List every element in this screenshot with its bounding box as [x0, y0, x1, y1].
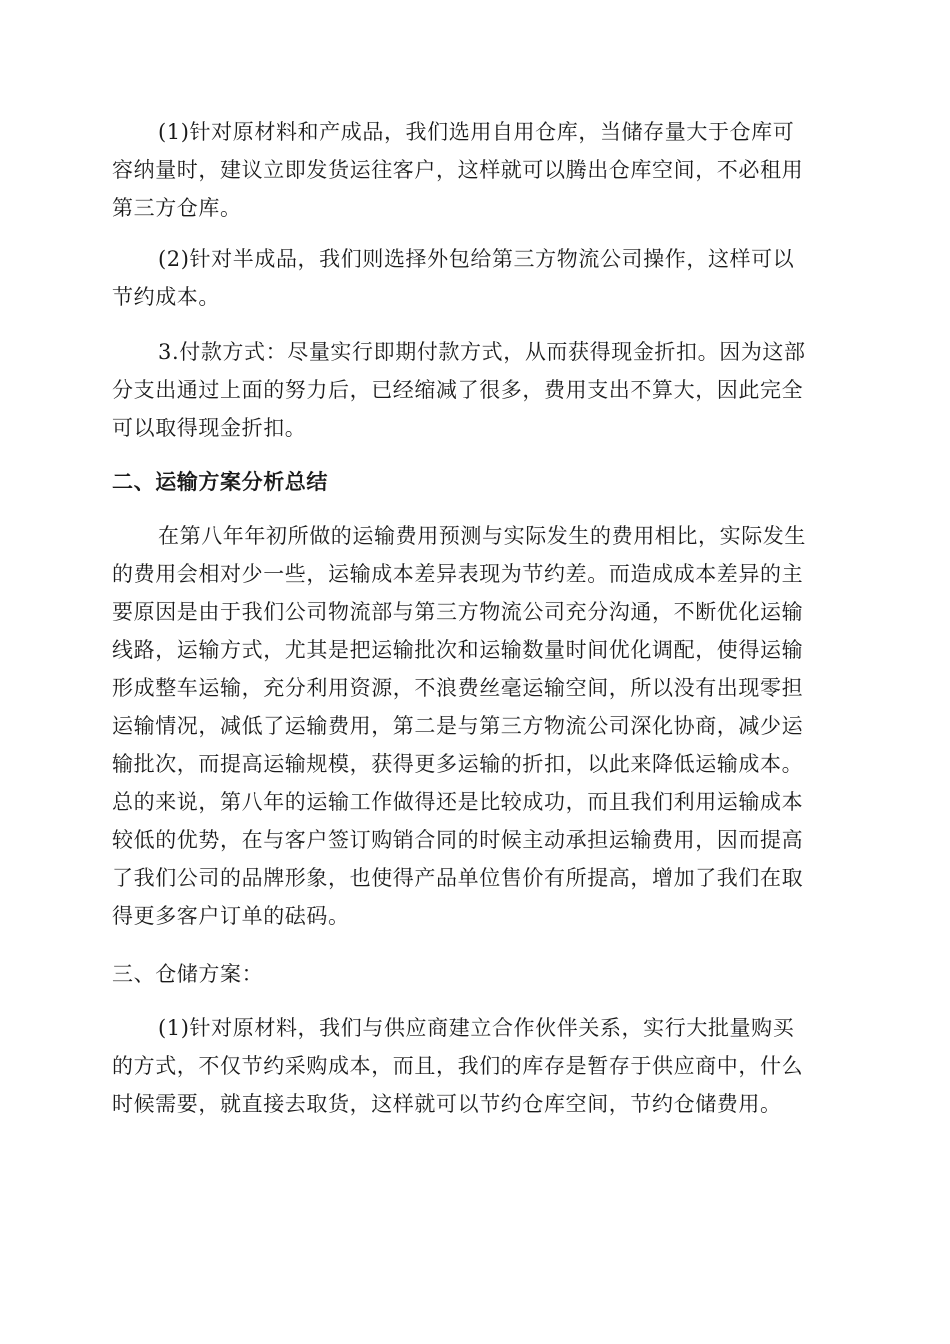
text-line: 形成整车运输，充分利用资源，不浪费丝毫运输空间，所以没有出现零担	[112, 676, 804, 700]
text-line: 在第八年年初所做的运输费用预测与实际发生的费用相比，实际发生	[158, 524, 806, 548]
text-line: 较低的优势，在与客户签订购销合同的时候主动承担运输费用，因而提高	[112, 828, 804, 852]
text-line: 节约成本。	[112, 285, 220, 309]
text-line: 输批次，而提高运输规模，获得更多运输的折扣，以此来降低运输成本。	[112, 752, 804, 776]
text-line: (1)针对原材料，我们与供应商建立合作伙伴关系，实行大批量购买	[158, 1016, 795, 1040]
section-heading-storage: 三、仓储方案：	[112, 962, 264, 986]
text-line: 线路，运输方式，尤其是把运输批次和运输数量时间优化调配，使得运输	[112, 638, 804, 662]
text-line: 可以取得现金折扣。	[112, 416, 307, 440]
paragraph-transport-summary	[112, 517, 832, 935]
paragraph-payment-method	[112, 333, 832, 447]
text-line: 得更多客户订单的砝码。	[112, 904, 350, 928]
text-line: 的费用会相对少一些，运输成本差异表现为节约差。而造成成本差异的主	[112, 562, 804, 586]
text-line: 运输情况，减低了运输费用，第二是与第三方物流公司深化协商，减少运	[112, 714, 804, 738]
text-line: 3.付款方式：尽量实行即期付款方式，从而获得现金折扣。因为这部	[158, 340, 806, 364]
text-line: 时候需要，就直接去取货，这样就可以节约仓库空间，节约仓储费用。	[112, 1092, 782, 1116]
paragraph-warehouse-raw-materials	[112, 113, 832, 227]
text-line: 要原因是由于我们公司物流部与第三方物流公司充分沟通，不断优化运输	[112, 600, 804, 624]
paragraph-semi-finished	[112, 240, 832, 316]
text-line: (1)针对原材料和产成品，我们选用自用仓库，当储存量大于仓库可	[158, 120, 795, 144]
text-line: (2)针对半成品，我们则选择外包给第三方物流公司操作，这样可以	[158, 247, 795, 271]
text-line: 容纳量时，建议立即发货运往客户，这样就可以腾出仓库空间，不必租用	[112, 158, 804, 182]
text-line: 的方式，不仅节约采购成本，而且，我们的库存是暂存于供应商中，什么	[112, 1054, 804, 1078]
section-heading-transport: 二、运输方案分析总结	[112, 469, 328, 494]
paragraph-storage-raw-materials	[112, 1009, 832, 1123]
text-line: 第三方仓库。	[112, 196, 242, 220]
text-line: 总的来说，第八年的运输工作做得还是比较成功，而且我们利用运输成本	[112, 790, 804, 814]
text-line: 了我们公司的品牌形象，也使得产品单位售价有所提高，增加了我们在取	[112, 866, 804, 890]
text-line: 分支出通过上面的努力后，已经缩减了很多，费用支出不算大，因此完全	[112, 378, 804, 402]
